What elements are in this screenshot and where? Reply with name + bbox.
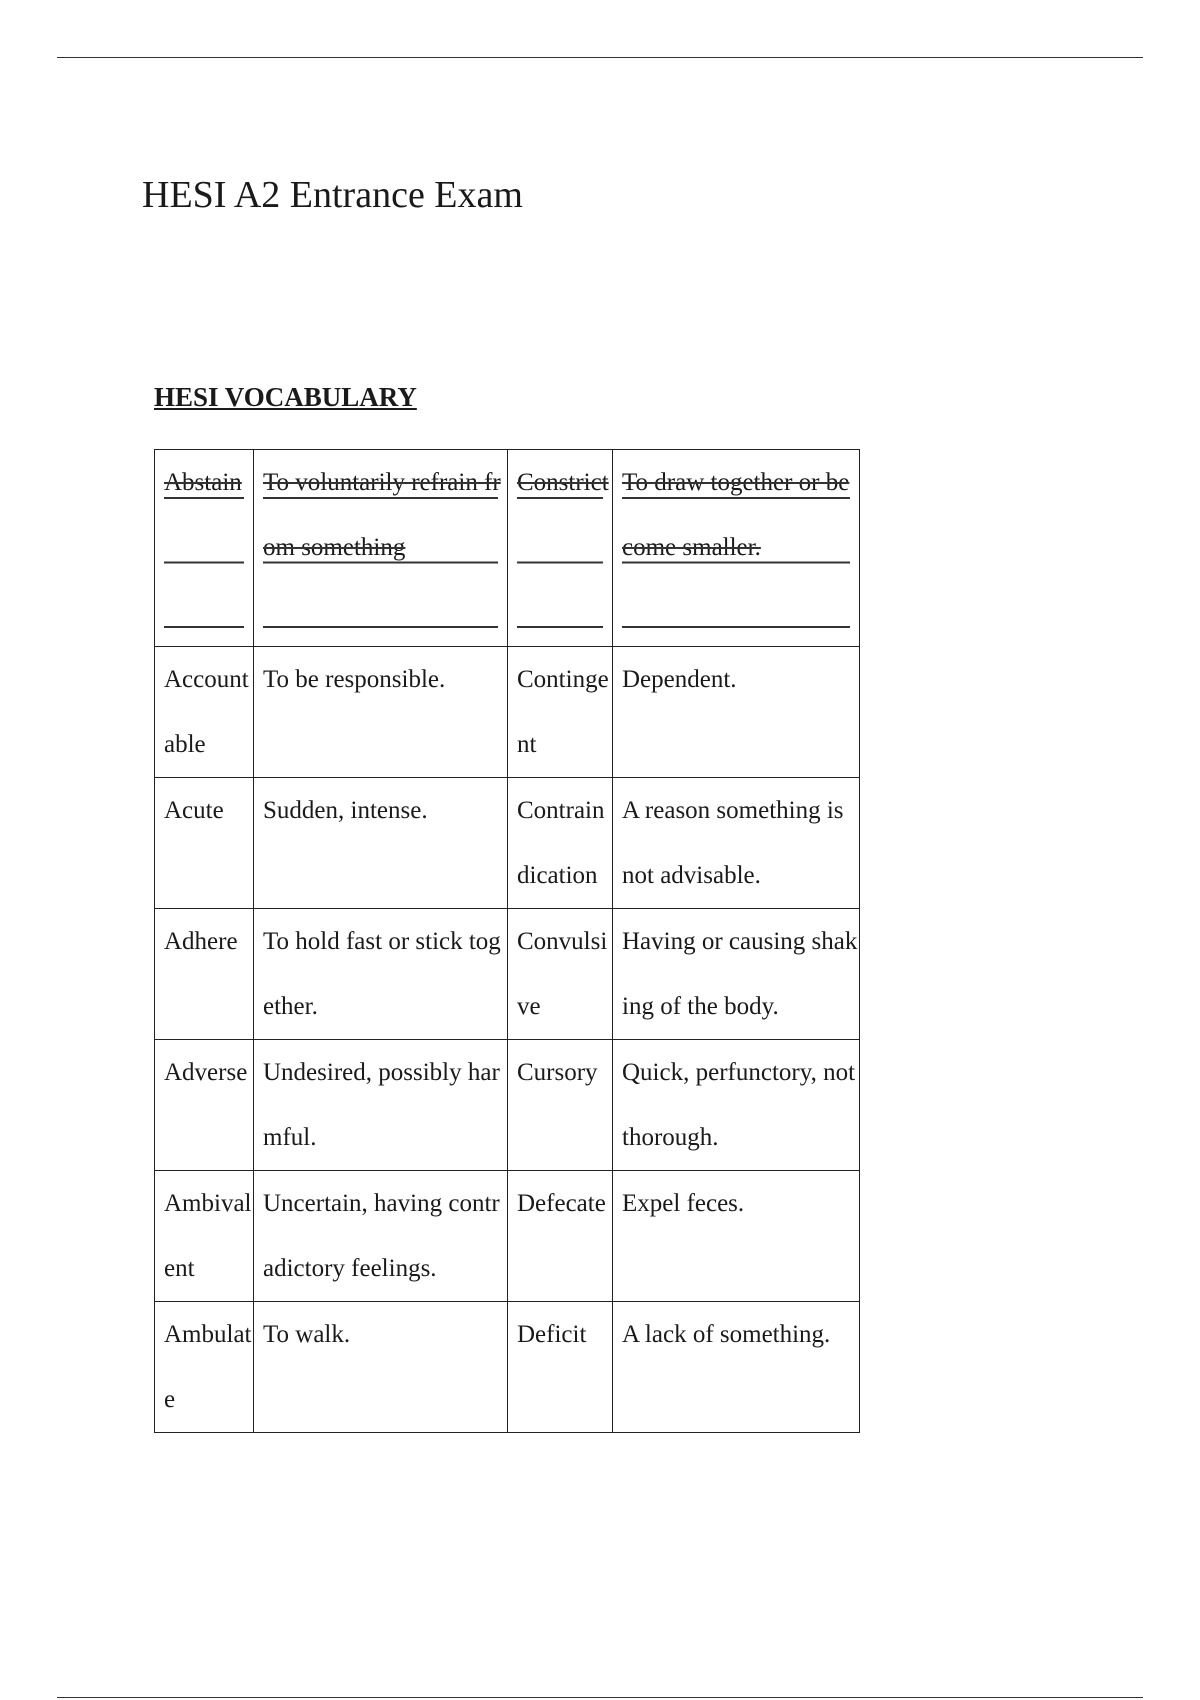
term-cell: Accountable (155, 647, 254, 778)
bottom-rule (57, 1697, 1143, 1698)
term-cell: Constrict (508, 450, 613, 647)
vocabulary-table (154, 449, 860, 1433)
term-cell: Cursory (508, 1040, 613, 1171)
definition-cell: A lack of something. (613, 1302, 860, 1433)
term-cell: Adhere (155, 909, 254, 1040)
definition-cell: Uncertain, having contradictory feelings. (254, 1171, 508, 1302)
term-cell: Adverse (155, 1040, 254, 1171)
definition-cell: Undesired, possibly harmful. (254, 1040, 508, 1171)
definition-cell: A reason something is not advisable. (613, 778, 860, 909)
definition-cell: Expel feces. (613, 1171, 860, 1302)
table-row (155, 909, 860, 1040)
term-cell: Defecate (508, 1171, 613, 1302)
term-cell: Ambulate (155, 1302, 254, 1433)
term-cell: Abstain (155, 450, 254, 647)
term-cell: Deficit (508, 1302, 613, 1433)
definition-cell: To walk. (254, 1302, 508, 1433)
definition-cell: To be responsible. (254, 647, 508, 778)
table-row (155, 778, 860, 909)
definition-cell: To draw together or become smaller. (613, 450, 860, 647)
document-title: HESI A2 Entrance Exam (142, 174, 523, 216)
table-row (155, 1171, 860, 1302)
definition-cell: Dependent. (613, 647, 860, 778)
table-row (155, 647, 860, 778)
table-row (155, 1302, 860, 1433)
table-row (155, 450, 860, 647)
term-cell: Contraindication (508, 778, 613, 909)
term-cell: Ambivalent (155, 1171, 254, 1302)
term-cell: Acute (155, 778, 254, 909)
definition-cell: To voluntarily refrain from something (254, 450, 508, 647)
table-row (155, 1040, 860, 1171)
definition-cell: Sudden, intense. (254, 778, 508, 909)
top-rule (57, 57, 1143, 58)
term-cell: Contingent (508, 647, 613, 778)
definition-cell: Quick, perfunctory, not thorough. (613, 1040, 860, 1171)
definition-cell: Having or causing shaking of the body. (613, 909, 860, 1040)
section-heading: HESI VOCABULARY (154, 382, 417, 412)
term-cell: Convulsive (508, 909, 613, 1040)
definition-cell: To hold fast or stick together. (254, 909, 508, 1040)
